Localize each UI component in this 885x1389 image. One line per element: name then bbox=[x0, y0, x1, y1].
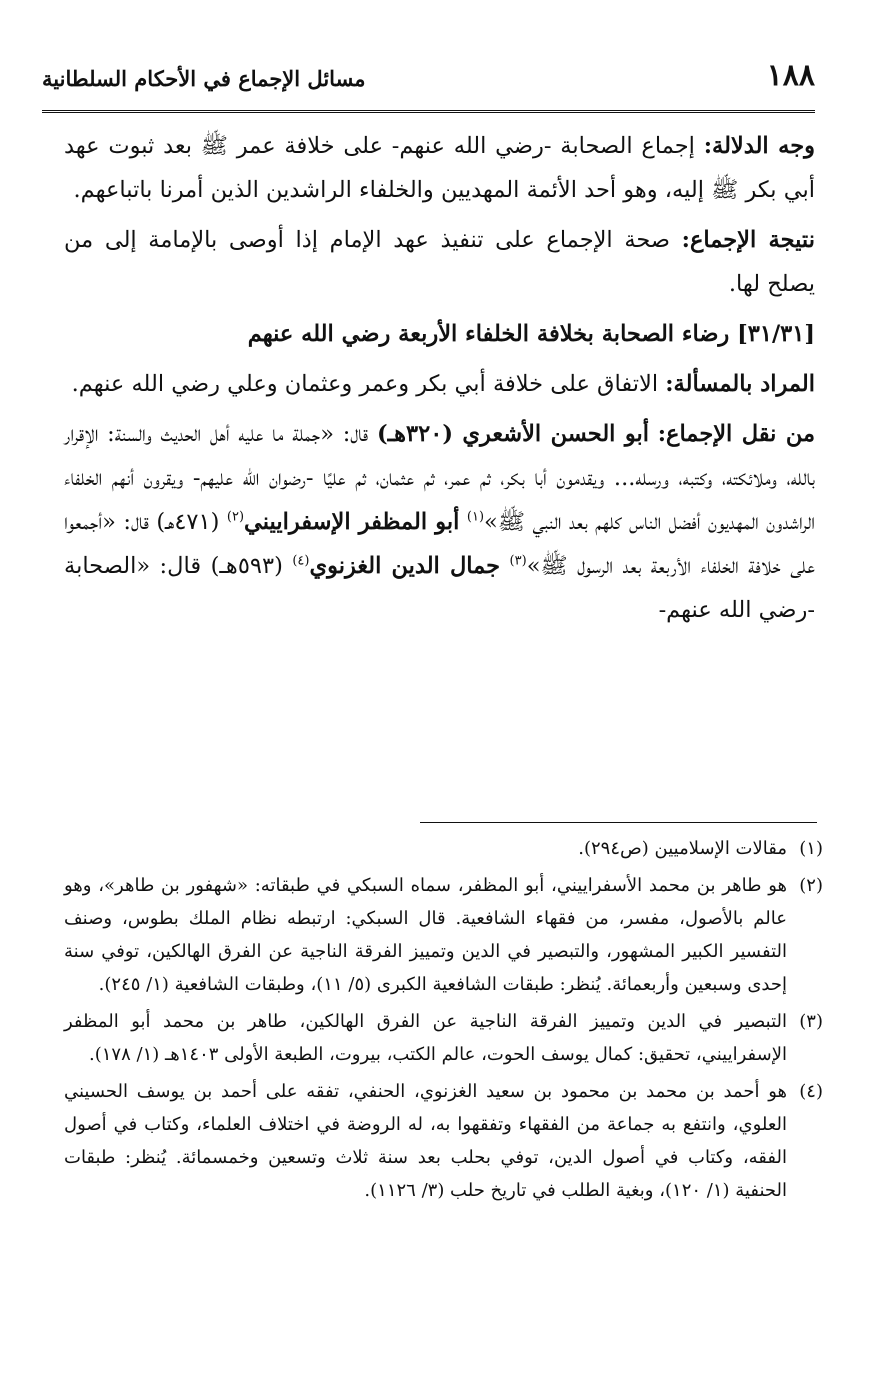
footnote-item bbox=[64, 869, 823, 1001]
section-heading: [٣١/٣١] رضاء الصحابة بخلافة الخلفاء الأربعة رضي الله عنهم bbox=[247, 321, 815, 347]
paragraph-result bbox=[64, 218, 815, 306]
footnote-ref-3: (٣) bbox=[509, 553, 527, 569]
footnote-ref-1: (١) bbox=[466, 509, 485, 525]
footnote-text: هو أحمد بن محمد بن محمود بن سعيد الغزنوي، الحنفي، تفقه على أحمد بن يوسف الحسيني العلوي، وانتفع به جماعة من الفقهاء وتفقهوا به، له الروضة في اختلاف العلماء، وكتاب في أصول الفقه، وكتاب في أصول الدين، توفي بحلب بعد سنة ثلاث وتسعين وخمسمائة. يُنظر: طبقات الحنفية (١/ ١٢٠)، وبغية الطلب في تاريخ حلب (٣/ ١١٢٦). bbox=[64, 1081, 787, 1201]
paragraph-meaning bbox=[64, 362, 815, 406]
footnote-number: (٣) bbox=[799, 1011, 823, 1032]
scholar-name-ashari: أبو الحسن الأشعري (٣٢٠هـ) bbox=[376, 421, 649, 447]
result-text: صحة الإجماع على تنفيذ عهد الإمام إذا أوصى بالإمامة إلى من يصلح لها. bbox=[64, 227, 815, 297]
label-evidence: وجه الدلالة: bbox=[703, 133, 815, 159]
footnote-ref-4: (٤) bbox=[292, 553, 310, 569]
main-text bbox=[64, 124, 815, 638]
footnote-item bbox=[64, 832, 823, 865]
paragraph-transmitters bbox=[64, 412, 815, 632]
page-header bbox=[42, 58, 815, 106]
footnote-ref-2: (٢) bbox=[226, 509, 245, 525]
footnote-text: هو طاهر بن محمد الأسفراييني، أبو المظفر، سماه السبكي في طبقاته: «شهفور بن طاهر»، وهو عالم بالأصول، مفسر، من فقهاء الشافعية. قال السبكي: ارتبطه نظام الملك بطوس، وصنف التفسير الكبير المشهور، والتبصير في الدين وتمييز الفرقة الناجية عن الفرق الهالكين، توفي سنة إحدى وسبعين وأربعمائة. يُنظر: طبقات الشافعية الكبرى (٥/ ١١)، وطبقات الشافعية (١/ ٢٤٥). bbox=[64, 875, 787, 995]
scholar-name-isfarayini: أبو المظفر الإسفراييني bbox=[244, 509, 460, 535]
evidence-text: إجماع الصحابة -رضي الله عنهم- على خلافة عمر ﷺ بعد ثبوت عهد أبي بكر ﷺ إليه، وهو أحد الأئمة المهديين والخلفاء الراشدين الذين أمرنا باتباعهم. bbox=[64, 133, 815, 203]
footnote-text: مقالات الإسلاميين (ص٢٩٤). bbox=[578, 838, 787, 859]
label-result: نتيجة الإجماع: bbox=[681, 227, 815, 253]
footnotes bbox=[64, 832, 823, 1211]
label-meaning: المراد بالمسألة: bbox=[665, 371, 815, 397]
footnote-text: التبصير في الدين وتمييز الفرقة الناجية عن الفرق الهالكين، طاهر بن محمد أبو المظفر الإسفراييني، تحقيق: كمال يوسف الحوت، عالم الكتب، بيروت، الطبعة الأولى ١٤٠٣هـ (١/ ١٧٨). bbox=[64, 1011, 787, 1065]
meaning-text: الاتفاق على خلافة أبي بكر وعمر وعثمان وعلي رضي الله عنهم. bbox=[71, 371, 659, 397]
footnote-item bbox=[64, 1005, 823, 1071]
footnote-number: (١) bbox=[799, 838, 823, 859]
footnote-number: (٤) bbox=[799, 1081, 823, 1102]
quote-ghaznawi: (٥٩٣هـ) قال: «الصحابة -رضي الله عنهم- bbox=[64, 553, 815, 623]
quote-isfarayini: (٤٧١هـ) قال: «أجمعوا على خلافة الخلفاء الأربعة بعد الرسول ﷺ» bbox=[64, 509, 816, 579]
footnote-separator bbox=[420, 822, 817, 823]
running-title: مسائل الإجماع في الأحكام السلطانية bbox=[42, 66, 366, 91]
footnote-item bbox=[64, 1075, 823, 1207]
quote-ashari: قال: «جملة ما عليه أهل الحديث والسنة: الإقرار بالله، وملائكته، وكتبه، ورسله... ويقدمون أبا بكر، ثم عمر، ثم عثمان، ثم عليًا -رضوان الله عليهم- ويقرون أنهم الخلفاء الراشدون المهديون أفضل الناس كلهم بعد النبي ﷺ» bbox=[64, 421, 815, 535]
label-transmitters: من نقل الإجماع: bbox=[657, 421, 815, 447]
header-rule bbox=[42, 110, 815, 113]
footnote-number: (٢) bbox=[799, 875, 823, 896]
page-number: ١٨٨ bbox=[766, 58, 815, 93]
paragraph-evidence bbox=[64, 124, 815, 212]
scholar-name-ghaznawi: جمال الدين الغزنوي bbox=[309, 553, 501, 579]
